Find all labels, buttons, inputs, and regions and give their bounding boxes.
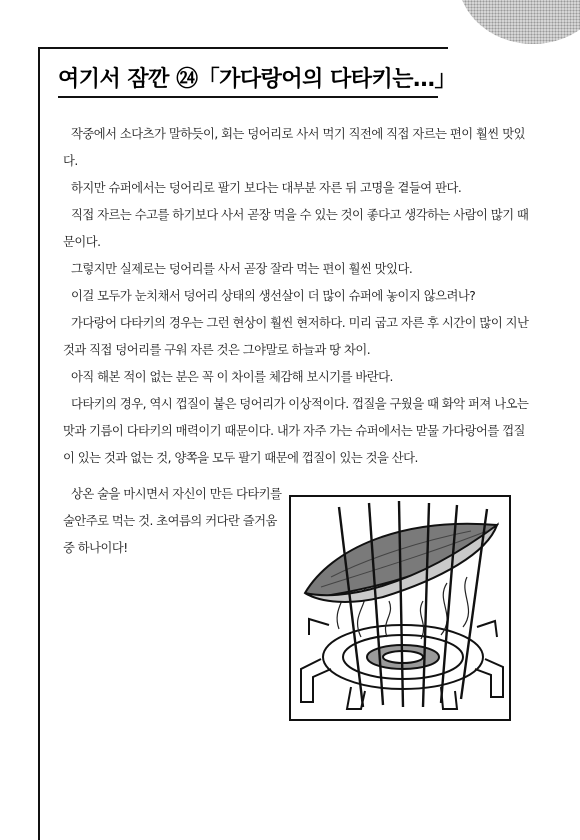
paragraph: 다타키의 경우, 역시 껍질이 붙은 덩어리가 이상적이다. 껍질을 구웠을 때 화악 퍼져 나오는 맛과 기름이 다타키의 매력이기 때문이다. 내가 자주 가는 슈퍼에서는 맏물 가다랑어를 껍질이 있는 것과 없는 것, 양쪽을 모두 팔기 때문에 껍질이 있는 것을 산다. [63,397,529,465]
skewered-bonito-over-flame-illustration [289,495,511,721]
corner-halftone-decoration [458,0,580,44]
page-title: 여기서 잠깐 ㉔「가다랑어의 다타키는…」 [58,67,457,92]
closing-paragraph: 상온 술을 마시면서 자신이 만든 다타키를 술안주로 먹는 것. 초여름의 커다란 즐거움 중 하나이다! [63,487,282,555]
paragraph: 직접 자르는 수고를 하기보다 사서 곧장 먹을 수 있는 것이 좋다고 생각하는 사람이 많기 때문이다. [63,208,529,249]
paragraph: 가다랑어 다타키의 경우는 그런 현상이 훨씬 현저하다. 미리 굽고 자른 후 시간이 많이 지난 것과 직접 덩어리를 구워 자른 것은 그야말로 하늘과 땅 차이. [63,316,529,357]
paragraph: 작중에서 소다츠가 말하듯이, 회는 덩어리로 사서 먹기 직전에 직접 자르는 편이 훨씬 맛있다. [63,127,525,168]
closing-paragraph-block [63,481,283,562]
paragraph: 아직 해본 적이 없는 분은 꼭 이 차이를 체감해 보시기를 바란다. [71,370,393,384]
paragraph: 이걸 모두가 눈치채서 덩어리 상태의 생선살이 더 많이 슈퍼에 놓이지 않으려나? [71,289,476,303]
title-underline [58,96,438,98]
paragraph: 하지만 슈퍼에서는 덩어리로 팔기 보다는 대부분 자른 뒤 고명을 곁들여 판다. [71,181,462,195]
paragraph: 그렇지만 실제로는 덩어리를 사서 곧장 잘라 먹는 편이 훨씬 맛있다. [71,262,413,276]
article-body [63,121,533,472]
